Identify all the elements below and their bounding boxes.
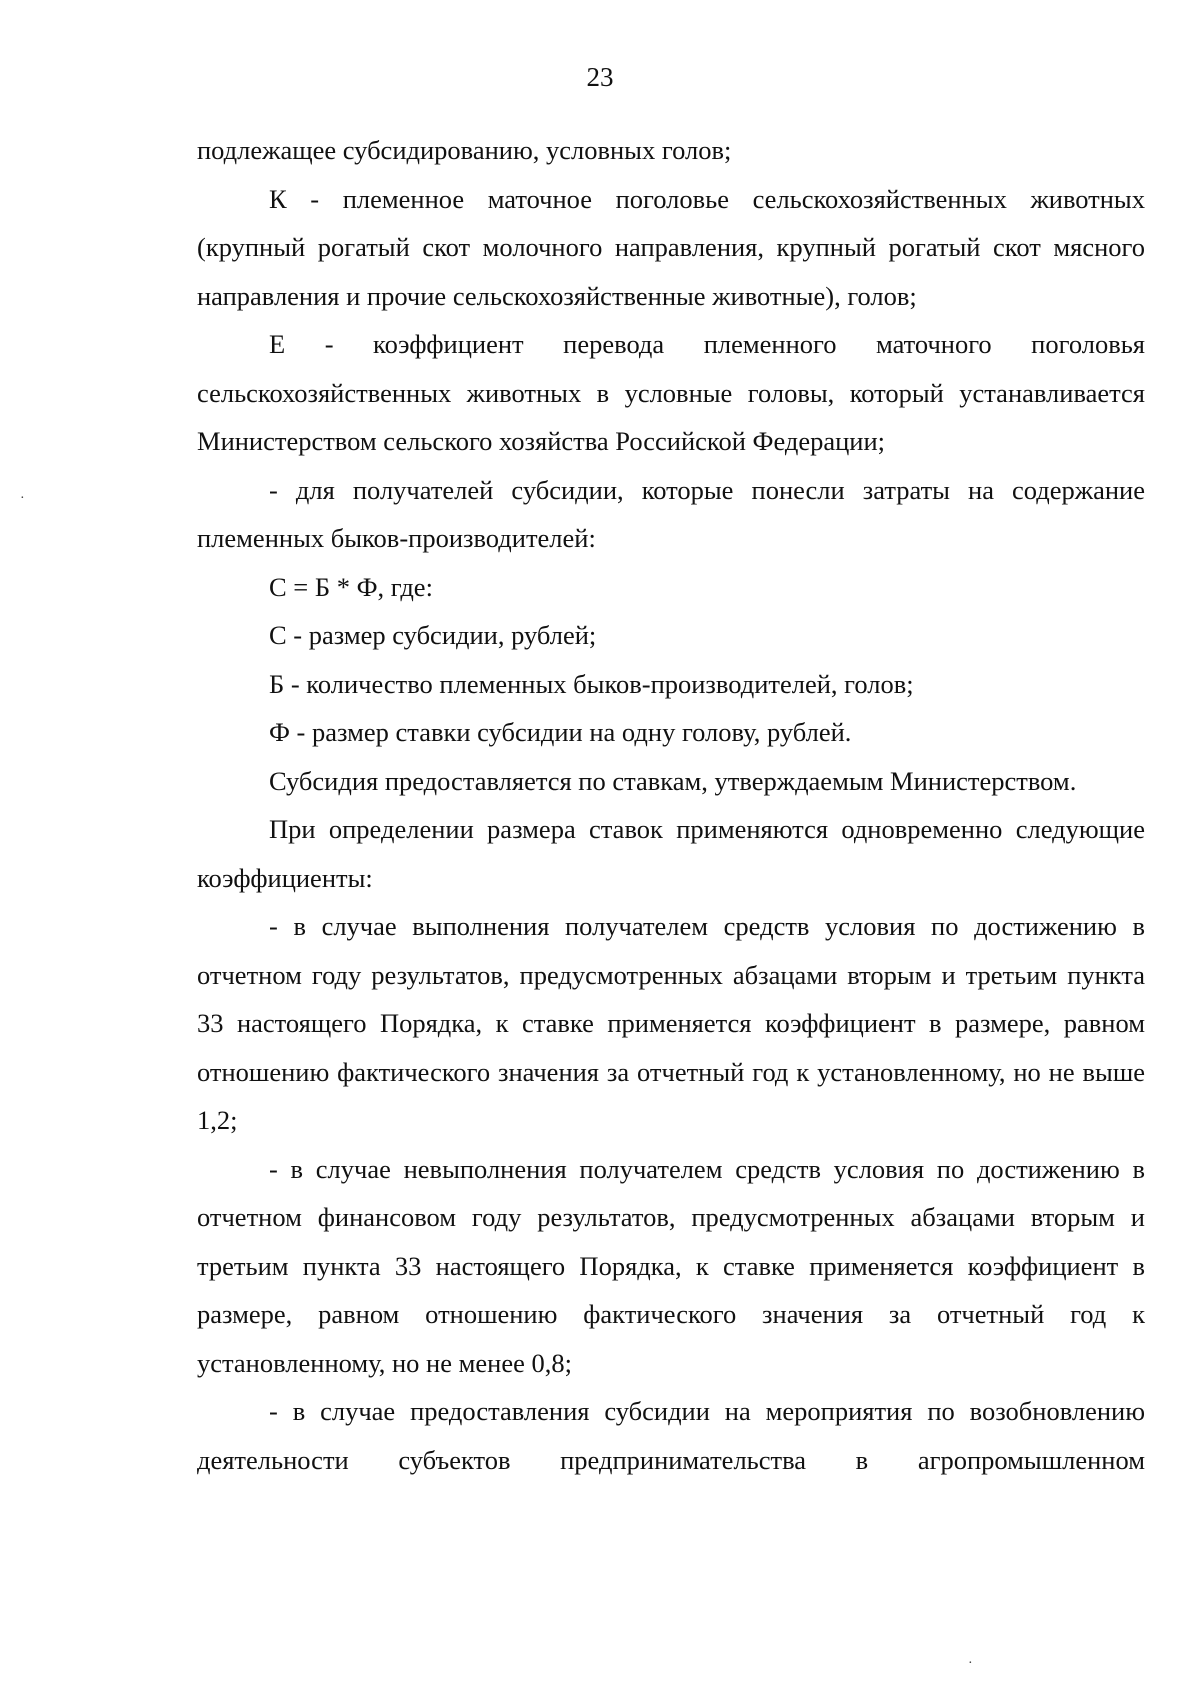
scan-speck: · bbox=[968, 1656, 973, 1671]
paragraph-formula: С = Б * Ф, где: bbox=[269, 571, 433, 602]
paragraph-fulfilment-coefficient: - в случае выполнения получателем средств условия по достижению в отчетном году результатов, предусмотренных абзацами вторым и третьим пункта 33 настоящего Порядка, к ставке применяется коэффициент в размере, равном отношению фактического значения за отчетный год к установленному, но не выше 1,2; bbox=[197, 911, 1145, 1135]
paragraph-coefficients-intro: При определении размера ставок применяются одновременно следующие коэффициенты: bbox=[197, 814, 1145, 893]
paragraph-bulls-recipients: - для получателей субсидии, которые понесли затраты на содержание племенных быков-производителей: bbox=[197, 474, 1145, 553]
page-number: 23 bbox=[586, 62, 614, 92]
paragraph-continuation: подлежащее субсидированию, условных голов; bbox=[197, 135, 732, 165]
paragraph-e-definition: Е - коэффициент перевода племенного маточного поголовья сельскохозяйственных животных в условные головы, который устанавливается Министерством сельского хозяйства Российской Федерации; bbox=[197, 329, 1145, 456]
paragraph-nonfulfilment-coefficient: - в случае невыполнения получателем средств условия по достижению в отчетном финансовом году результатов, предусмотренных абзацами вторым и третьим пункта 33 настоящего Порядка, к ставке применяется коэффициент в размере, равном отношению фактического значения за отчетный год к установленному, но не менее 0,8; bbox=[197, 1153, 1145, 1378]
scan-speck: · bbox=[20, 491, 25, 506]
paragraph-resumption: - в случае предоставления субсидии на мероприятия по возобновлению деятельности субъектов предпринимательства в агропромышленном bbox=[197, 1396, 1145, 1475]
document-body bbox=[197, 126, 1145, 1484]
paragraph-k-definition: К - племенное маточное поголовье сельскохозяйственных животных (крупный рогатый скот молочного направления, крупный рогатый скот мясного направления и прочие сельскохозяйственные животные), голов; bbox=[197, 183, 1145, 311]
paragraph-rates: Субсидия предоставляется по ставкам, утверждаемым Министерством. bbox=[269, 765, 1077, 796]
paragraph-f-definition: Ф - размер ставки субсидии на одну голову, рублей. bbox=[269, 717, 852, 747]
paragraph-b-definition: Б - количество племенных быков-производителей, голов; bbox=[269, 668, 914, 699]
paragraph-c-definition: С - размер субсидии, рублей; bbox=[269, 620, 597, 650]
